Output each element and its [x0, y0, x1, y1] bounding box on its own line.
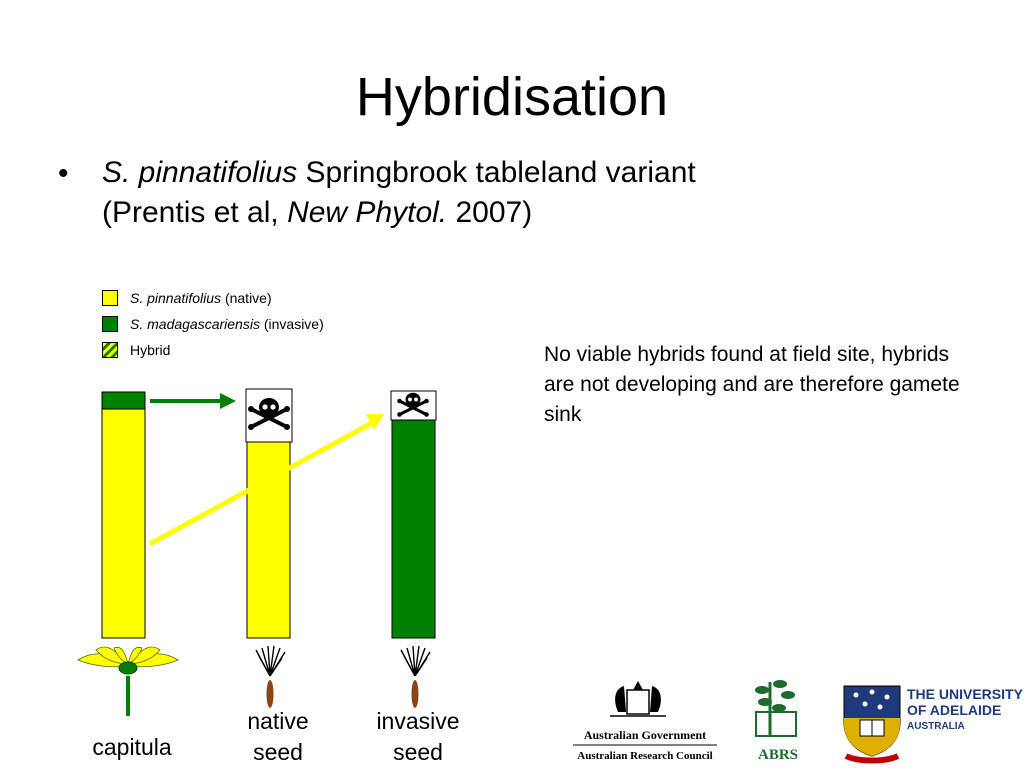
abrs-text: ABRS [757, 747, 799, 763]
university-country: AUSTRALIA [907, 721, 965, 732]
native-seed-caption-line2: seed [253, 739, 303, 765]
capitula-bar [102, 392, 145, 638]
invasive-seed-caption-line2: seed [393, 739, 443, 765]
species-name: S. pinnatifolius [102, 156, 298, 189]
invasive-seed-bar [392, 419, 435, 638]
conclusion-note: No viable hybrids found at field site, hybrids are not developing and are therefore gamete sink [544, 343, 960, 426]
legend-native-plain: (native) [221, 290, 272, 306]
university-crest-icon [844, 686, 900, 761]
legend-invasive-plain: (invasive) [259, 316, 324, 332]
bullet-marker: • [58, 157, 69, 190]
citation-open: (Prentis et al, [102, 196, 288, 229]
native-seed-icon [256, 646, 285, 708]
government-name-text: Australian Government [583, 728, 707, 742]
legend-invasive-italic: S. madagascariensis [130, 316, 260, 332]
arrowhead-icon [220, 393, 236, 409]
abrs-leaf-logo-icon [755, 680, 796, 736]
capitulum-flower-icon [78, 647, 178, 716]
native-seed-caption-line1: native [247, 708, 309, 734]
university-name-line1: THE UNIVERSITY [907, 686, 1023, 702]
native-seed-caption [218, 706, 338, 768]
variant-text: Springbrook tableland variant [297, 156, 696, 189]
slide-title: Hybridisation [355, 67, 669, 127]
council-name-text: Australian Research Council [577, 750, 713, 762]
university-name-line2: OF ADELAIDE [907, 702, 1002, 718]
capitula-invasive-segment [102, 392, 145, 409]
australian-government-crest-icon [610, 681, 666, 716]
legend-native-italic: S. pinnatifolius [130, 290, 222, 306]
citation-close: 2007) [447, 196, 533, 229]
invasive-seed-icon [401, 646, 430, 708]
invasive-seed-caption-line1: invasive [376, 708, 460, 734]
invasive-seed-caption [348, 706, 488, 768]
capitula-caption: capitula [92, 734, 172, 760]
legend-hybrid-label: Hybrid [130, 342, 171, 358]
journal-name: New Phytol. [287, 196, 448, 229]
